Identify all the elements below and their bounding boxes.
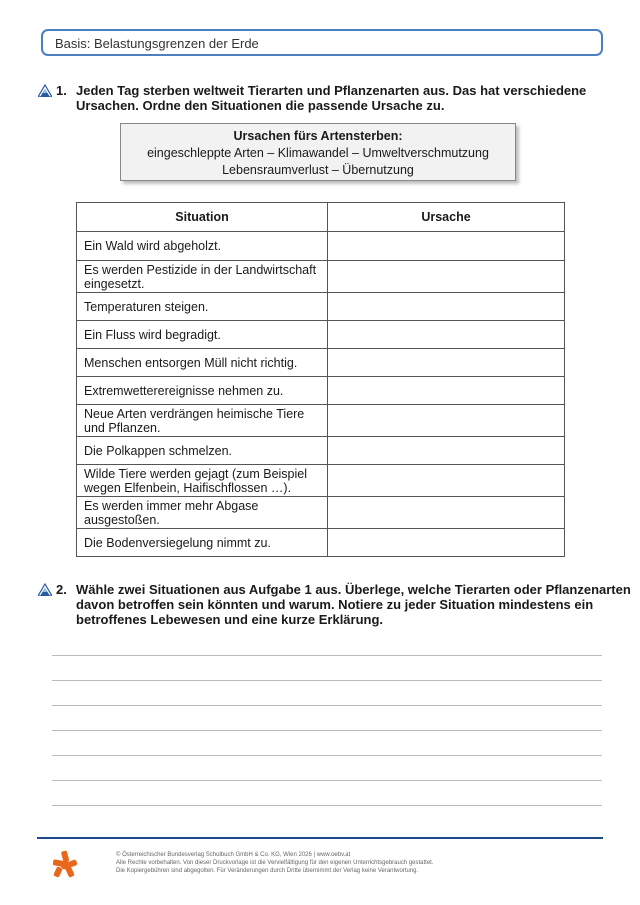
table-row [77,321,565,349]
table-header-situation: Situation [77,203,328,232]
situation-cell: Ein Fluss wird begradigt. [77,321,328,349]
situation-cell: Neue Arten verdrängen heimische Tiere und Pflanzen. [77,405,328,437]
writing-line[interactable] [52,730,602,731]
footer-divider [37,837,603,839]
ursache-cell[interactable] [328,293,565,321]
writing-line[interactable] [52,655,602,656]
causes-line-2: Lebensraumverlust – Übernutzung [222,163,414,177]
ursache-cell[interactable] [328,261,565,293]
task-1-number: 1. [56,83,67,98]
footer-disclaimer: Die Kopiergebühren sind abgegolten. Für Veränderungen durch Dritte übernimmt der Verlag keine Verantwortung. [116,868,419,874]
footer-rights: Alle Rechte vorbehalten. Von dieser Druckvorlage ist die Vervielfältigung für den eigenen Unterrichtsgebrauch gestattet. [116,860,434,866]
ursache-cell[interactable] [328,437,565,465]
ursache-cell[interactable] [328,465,565,497]
mountain-icon [38,84,52,97]
causes-title: Ursachen fürs Artensterben: [233,129,403,143]
writing-line[interactable] [52,805,602,806]
ursache-cell[interactable] [328,349,565,377]
situation-cell: Menschen entsorgen Müll nicht richtig. [77,349,328,377]
ursache-cell[interactable] [328,321,565,349]
ursache-cell[interactable] [328,232,565,261]
oebv-logo-icon [52,850,78,878]
table-row [77,437,565,465]
writing-line[interactable] [52,705,602,706]
situation-cell: Ein Wald wird abgeholzt. [77,232,328,261]
situation-cell: Es werden immer mehr Abgase ausgestoßen. [77,497,328,529]
table-row [77,497,565,529]
table-row [77,349,565,377]
causes-line-1: eingeschleppte Arten – Klimawandel – Umweltverschmutzung [147,146,489,160]
writing-line[interactable] [52,780,602,781]
situation-cell: Es werden Pestizide in der Landwirtschaft eingesetzt. [77,261,328,293]
ursache-cell[interactable] [328,405,565,437]
header-box [41,29,603,56]
task-1-text: Jeden Tag sterben weltweit Tierarten und Pflanzenarten aus. Das hat verschiedene Ursachen. Ordne den Situationen die passende Ursache zu. [76,83,587,113]
task-2-number: 2. [56,582,67,597]
mountain-icon [38,583,52,596]
situation-cell: Temperaturen steigen. [77,293,328,321]
table-row [77,293,565,321]
task-2 [38,582,631,630]
page-title: Basis: Belastungsgrenzen der Erde [55,36,259,51]
writing-line[interactable] [52,680,602,681]
ursache-cell[interactable] [328,497,565,529]
table-header-ursache: Ursache [328,203,565,232]
ursache-cell[interactable] [328,377,565,405]
situation-cell: Wilde Tiere werden gejagt (zum Beispiel wegen Elfenbein, Haifischflossen …). [77,465,328,497]
situation-cell: Die Polkappen schmelzen. [77,437,328,465]
situation-table [76,202,565,557]
causes-box [120,123,516,181]
writing-line[interactable] [52,755,602,756]
ursache-cell[interactable] [328,529,565,557]
task-1 [38,83,598,115]
table-row [77,529,565,557]
footer-text [116,851,596,875]
table-row [77,465,565,497]
task-2-text: Wähle zwei Situationen aus Aufgabe 1 aus. Überlege, welche Tierarten oder Pflanzenarten davon betroffen sein könnten und warum. Notiere zu jeder Situation mindestens ein betroffenes Lebewesen und eine kurze Erklärung. [76,582,631,627]
situation-cell: Extremwetterereignisse nehmen zu. [77,377,328,405]
situation-cell: Die Bodenversiegelung nimmt zu. [77,529,328,557]
table-row [77,405,565,437]
table-row [77,261,565,293]
table-row [77,377,565,405]
footer-copyright: © Österreichischer Bundesverlag Schulbuch GmbH & Co. KG, Wien 2026 | www.oebv.at [116,852,351,858]
table-row [77,232,565,261]
